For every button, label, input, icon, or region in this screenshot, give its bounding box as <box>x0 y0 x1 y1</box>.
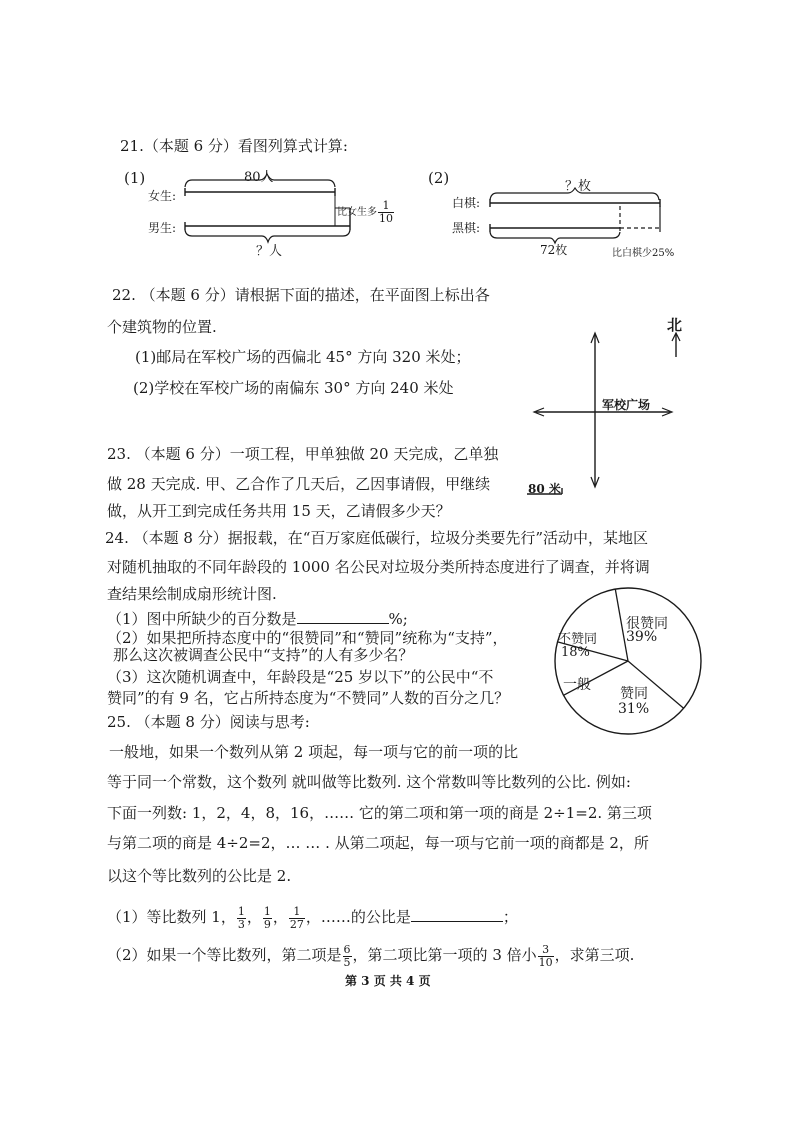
q21-d2-white-label: 白棋: <box>452 196 481 210</box>
pie-label-disagree: 不赞同 <box>558 632 598 647</box>
q25-p1-frac2-num: 1 <box>263 904 271 918</box>
q25-line5: 与第二项的商是 4÷2=2，… … . 从第二项起，每一项与它前一项的商都是 2，所 <box>107 834 649 852</box>
q25-p2-frac1-den: 5 <box>343 955 351 969</box>
q25-p1-end: ，……的公比是 <box>305 908 411 926</box>
q21-title: 21.（本题 6 分）看图列算式计算: <box>120 137 348 155</box>
q24-line1: 24. （本题 8 分）据报载，在“百万家庭低碳行，垃圾分类要先行”活动中，某地区 <box>105 529 649 547</box>
q22-line2: 个建筑物的位置. <box>107 318 217 336</box>
q22-item2: (2)学校在军校广场的南偏东 30° 方向 240 米处 <box>133 379 454 397</box>
q21-d1-girls-label: 女生: <box>148 189 177 203</box>
pie-label-neutral: 一般 <box>563 677 591 693</box>
q25-p1-frac3-den: 27 <box>289 917 304 931</box>
q21-d2-top-question: ？枚 <box>565 179 592 194</box>
q24-sub1-text: （1）图中所缺少的百分数是 <box>107 610 297 628</box>
q25-p2-end: ，求第三项. <box>554 946 635 964</box>
q25-p1-frac1-num: 1 <box>237 904 245 918</box>
q21-d1-note-num: 1 <box>378 200 394 213</box>
q24-line3: 查结果绘制成扇形统计图. <box>107 585 277 603</box>
q25-p2 <box>107 942 634 969</box>
q21-d2-black-label: 黑棋: <box>452 221 481 235</box>
q25-p1-frac1-den: 3 <box>237 917 245 931</box>
q24-line2: 对随机抽取的不同年龄段的 1000 名公民对垃圾分类所持态度进行了调查，并将调 <box>107 558 650 576</box>
q25-p2-mid: ，第二项比第一项的 3 倍小 <box>352 946 537 964</box>
q25-line1: 25. （本题 8 分）阅读与思考: <box>107 713 310 731</box>
q25-p1-start: （1）等比数列 1， <box>107 908 236 926</box>
q24-sub1-answer-blank[interactable] <box>297 623 389 624</box>
q23-line2: 做 28 天完成. 甲、乙合作了几天后，乙因事请假，甲继续 <box>107 475 491 493</box>
pie-percent-disagree: 18% <box>561 645 590 660</box>
q22-center-label: 军校广场 <box>602 398 651 412</box>
q25-p2-frac2-den: 10 <box>538 955 553 969</box>
q25-p2-start: （2）如果一个等比数列，第二项是 <box>107 946 342 964</box>
q24-sub2b: 那么这次被调查公民中“支持”的人有多少名？ <box>113 646 414 664</box>
q25-line6: 以这个等比数列的公比是 2. <box>107 867 292 885</box>
q21-d1-girls-value: 80人 <box>244 170 274 185</box>
q24-sub2a: （2）如果把所持态度中的“很赞同”和“赞同”统称为“支持”， <box>107 629 508 647</box>
q22-north-label: 北 <box>667 316 683 334</box>
q22-map <box>0 0 794 520</box>
q21-d2-note: 比白棋少25% <box>612 248 675 259</box>
pie-label-agree: 赞同 <box>620 686 648 702</box>
q25-line3: 等于同一个常数，这个数列 就叫做等比数列. 这个常数叫等比数列的公比. 例如: <box>107 773 631 791</box>
q21-d2-black-value: 72枚 <box>540 243 568 257</box>
q25-line4: 下面一列数: 1，2，4，8，16，…… 它的第二项和第一项的商是 2÷1=2. 第三项 <box>107 804 652 822</box>
pie-percent-very-agree: 39% <box>626 629 658 645</box>
q21-d1-note-text: 比女生多 <box>337 207 377 218</box>
q25-p1: （1）等比数列 1， $\frac{1}{3}$ ， $\frac{1}{9}$ ， $\frac{1}{27}$ ，……的公比是 ； <box>107 904 518 931</box>
q22-item1: (1)邮局在军校广场的西偏北 45° 方向 320 米处； <box>135 348 471 366</box>
q25-p1-tail: ； <box>502 908 518 926</box>
q21-d1-boys-label: 男生: <box>148 221 177 235</box>
q22-line1: 22. （本题 6 分）请根据下面的描述，在平面图上标出各 <box>112 286 490 304</box>
q25-p1-answer-blank[interactable] <box>411 921 503 922</box>
q22-scale-label: 80 米 <box>528 482 561 496</box>
pie-percent-agree: 31% <box>618 701 650 717</box>
page-footer: 第 3 页 共 4 页 <box>345 974 431 988</box>
q21-d1-number: (1) <box>124 169 146 187</box>
q23-line1: 23. （本题 6 分）一项工程，甲单独做 20 天完成，乙单独 <box>107 445 499 463</box>
q24-sub3b: 赞同”的有 9 名，它占所持态度为“不赞同”人数的百分之几？ <box>107 689 510 707</box>
q23-line3: 做，从开工到完成任务共用 15 天，乙请假多少天？ <box>107 502 451 520</box>
q24-sub1-end: %; <box>388 610 408 628</box>
q25-p2-frac1-num: 6 <box>343 942 351 956</box>
q25-p2-frac2-num: 3 <box>538 944 554 957</box>
pie-label-very-agree: 很赞同 <box>626 616 668 632</box>
q21-d1-question: ？人 <box>256 244 283 259</box>
q25-p1-frac2-den: 9 <box>263 917 271 931</box>
q24-sub3a: （3）这次随机调查中，年龄段是“25 岁以下”的公民中“不 <box>107 668 494 686</box>
q21-d1-note-den: 10 <box>379 212 393 225</box>
q24-sub1 <box>107 609 408 629</box>
q25-line2: 一般地，如果一个数列从第 2 项起，每一项与它的前一项的比 <box>109 743 519 761</box>
q21-d2-number: (2) <box>428 169 450 187</box>
q25-p1-frac3-num: 1 <box>289 906 305 919</box>
